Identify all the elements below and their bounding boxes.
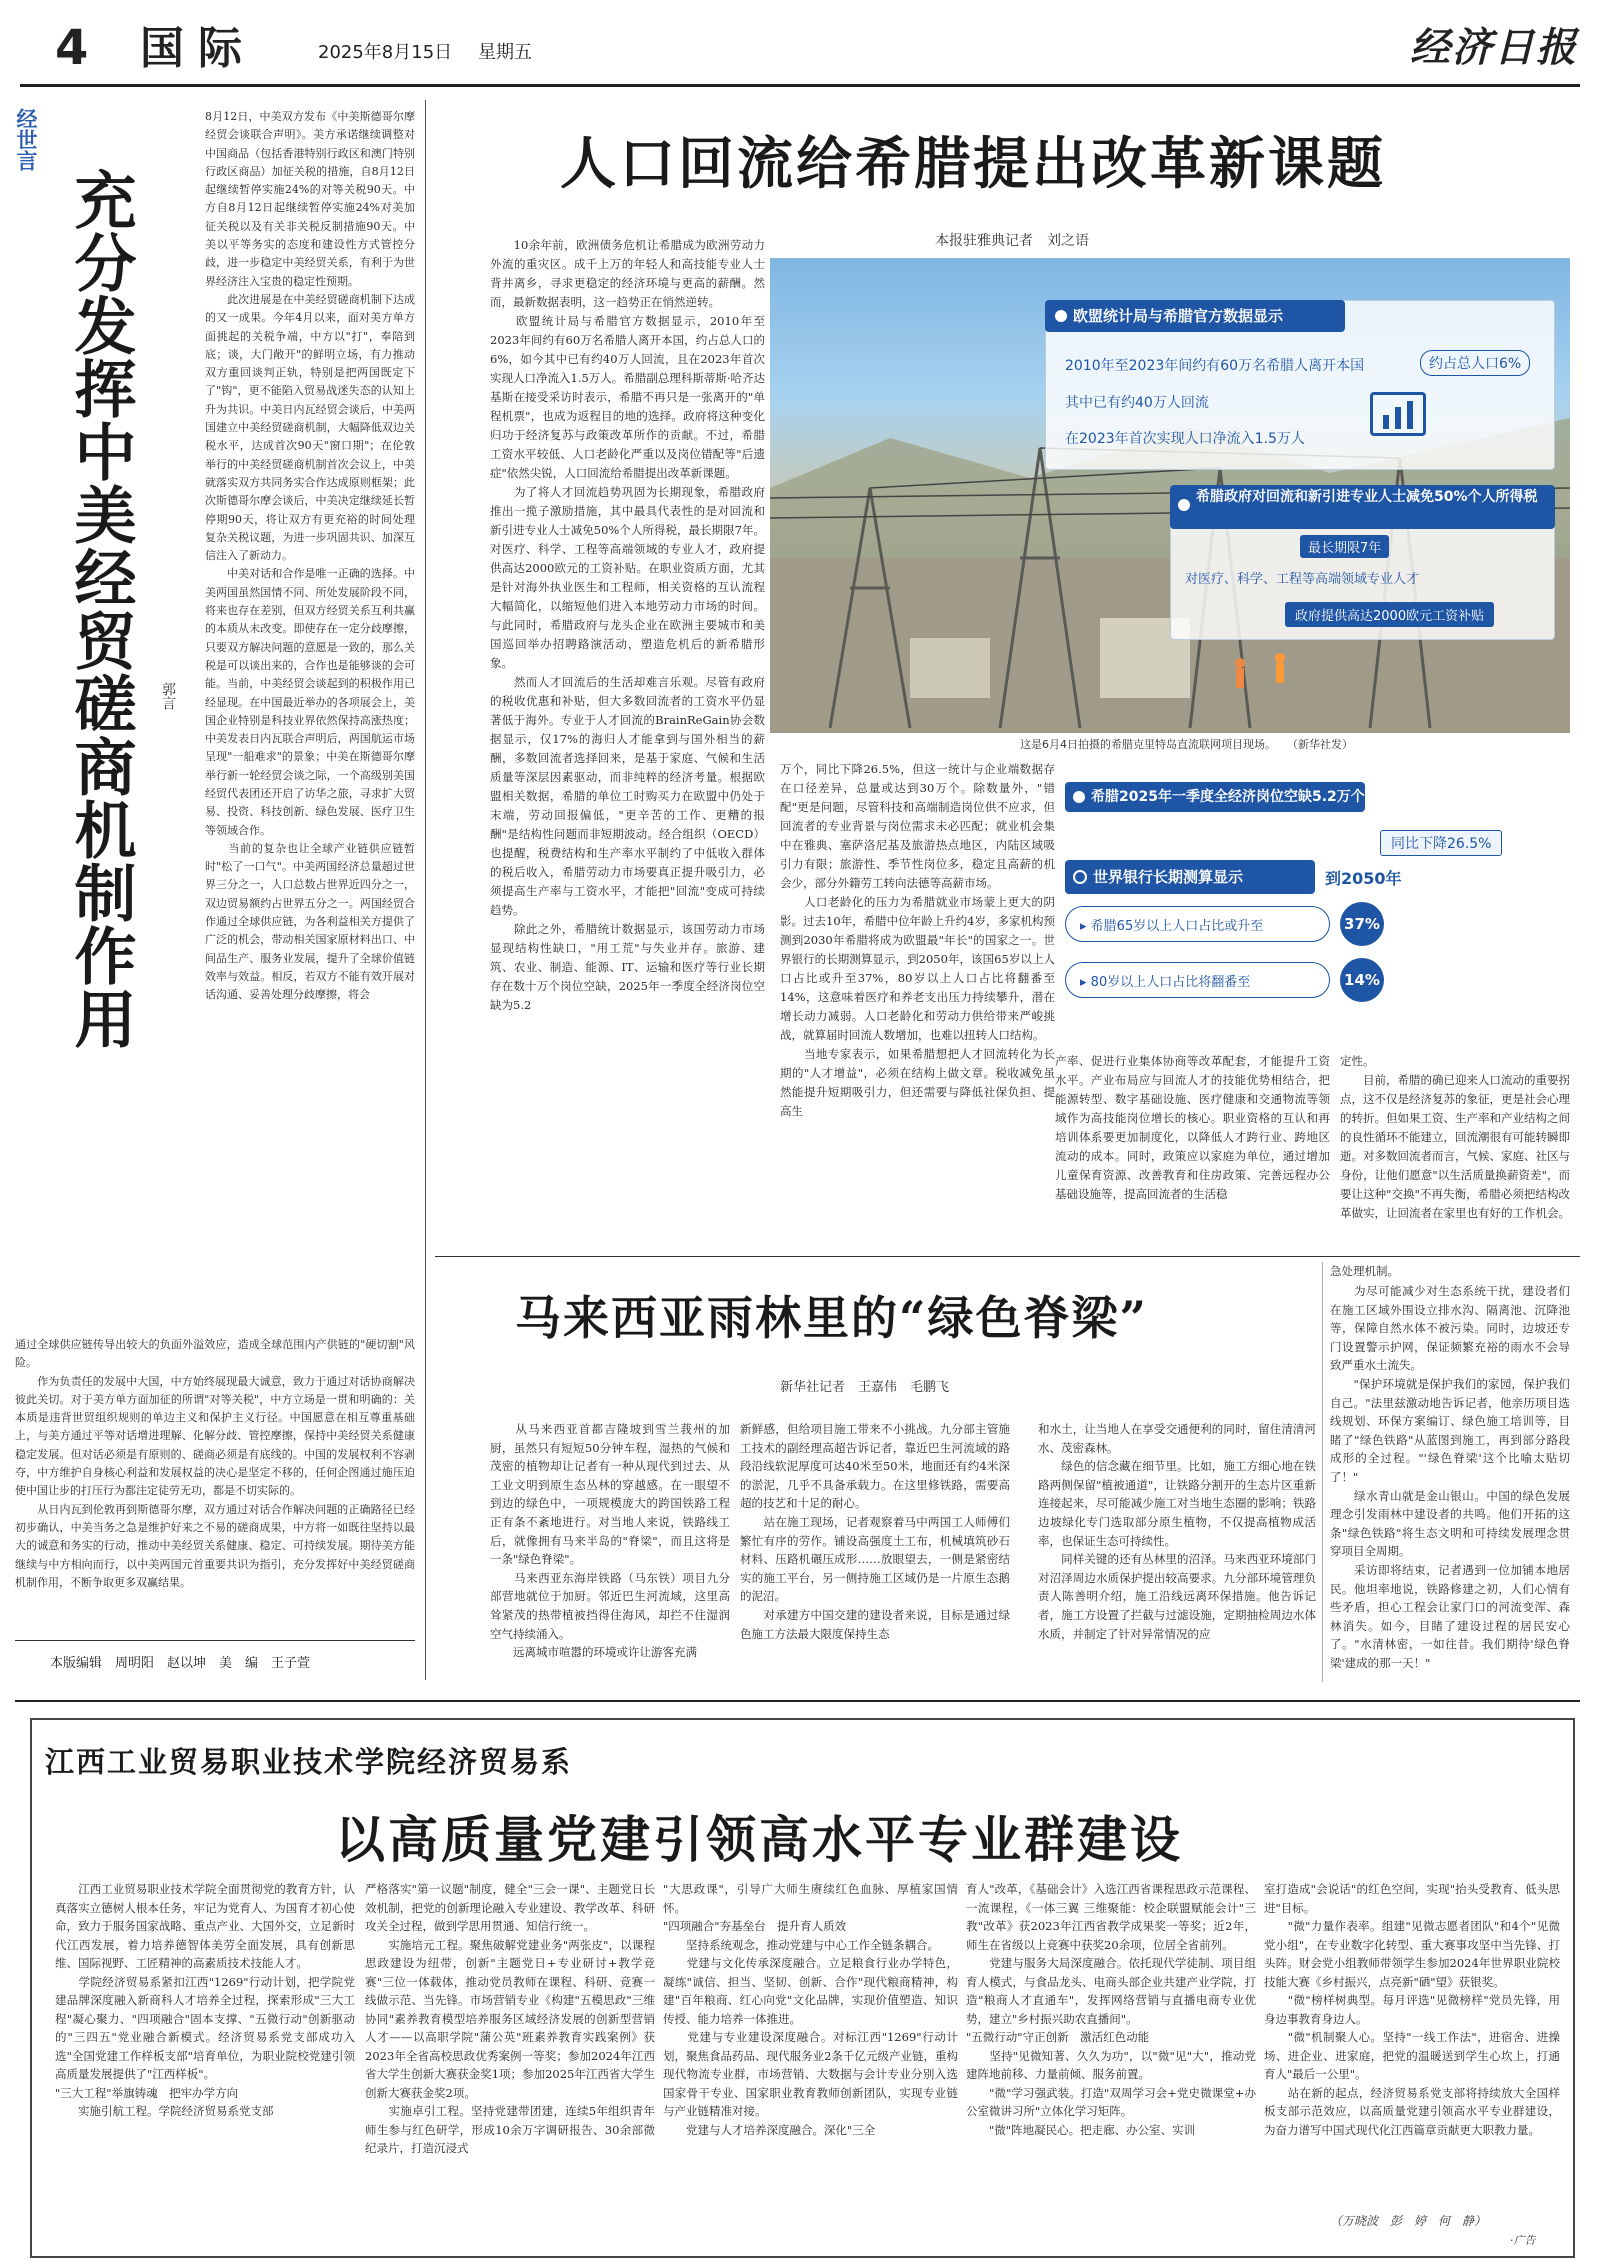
issue-date: 2025年8月15日 (318, 42, 453, 63)
page-number: 4 (55, 20, 89, 76)
info4-line1-text: 希腊65岁以上人口占比或升至 (1090, 919, 1264, 934)
ad-col2: 严格落实"第一议题"制度，健全"三会一课"、主题党日长效机制，把党的创新理论融入专业建设、教学改革、科研攻关全过程，做到学思用贯通、知信行统一。 实施培元工程。聚焦破解党建业务"两张皮"，以课程思政建设为纽带，创新"主题党日+专业研讨+教学竞赛"三位一体载体，推动党员教师在课程、科研、竞赛一线做示范、当先锋。市场营销专业《构建"五模思政"三维协同"素养教育模型培养服务区域经济发展的创新型营销人才——以高职学院"蒲公英"班素养教育实践案例》获2023年全省高校思政优秀案例一等奖；参加2024年江西省大学生创新大赛获金奖1项；参加2025年江西省大学生创新大赛获金奖2项。 实施卓引工程。坚持党建带团建，连续5年组织青年师生参与红色研学，形成10余万字调研报告、30余部微纪录片，打造沉浸式 (365, 1882, 655, 2155)
ad-col1: 江西工业贸易职业技术学院全面贯彻党的教育方针，认真落实立德树人根本任务，牢记为党育人、为国育才初心使命，致力于服务国家战略、重点产业、大国外交，立足新时代江西发展，着力培养德智体美劳全面发展，具有创新思维、国际视野、工匠精神的高素质技术技能人才。 学院经济贸易系紧扣江西"1269"行动计划，把学院党建品牌深度融入新商科人才培养全过程，探索形成"三大工程"凝心聚力、"四项融合"固本支撑、"五微行动"创新驱动的"三四五"党业融合新模式。经济贸易系党支部成功入选"全国党建工作样板支部"培育单位，为职业院校党建引领高质量发展提供了"江西样板"。 "三大工程"举旗铸魂 把牢办学方向 实施引航工程。学院经济贸易系党支部 (55, 1882, 355, 2118)
ad-col4: 育人"改革，《基础会计》入选江西省课程思政示范课程、一流课程，《一体三翼 三维聚能：校企联盟赋能会计"三教"改革》获2023年江西省教学成果奖一等奖；近2年，师生在省级以上竞赛中获奖20余项，位居全省前列。 党建与服务大局深度融合。依托现代学徒制、项目组育人模式，与食品龙头、电商头部企业共建产业学院，打造"粮商人才直通车"，发挥网络营销与直播电商专业优势，建立"乡村振兴助农直播间"。 "五微行动"守正创新 激活红色动能 坚持"见微知著、久久为功"，以"微"见"大"，推动党建阵地前移、力量前倾、服务前置。 "微"学习强武装。打造"双周学习会+党史微课堂+办公室微讲习所"立体化学习矩阵。 "微"阵地凝民心。把走廊、办公室、实训 (966, 1882, 1256, 2137)
ad-tag: ·广告 (1510, 2234, 1536, 2247)
info-title-text: 希腊2025年一季度全经济岗位空缺5.2万个 (1091, 789, 1365, 805)
column-tag: 经世言 (14, 108, 38, 171)
info4-line2-text: 80岁以上人口占比将翻番至 (1090, 975, 1251, 990)
editor-footer: 本版编辑 周明阳 赵以坤 美 编 王子萱 (50, 1656, 311, 1671)
info1-line1: 2010年至2023年间约有60万名希腊人离开本国 (1065, 358, 1365, 374)
divider (435, 1256, 1580, 1257)
malaysia-col2: 新鲜感，但给项目施工带来不小挑战。九分部主管施工技术的副经理高超告诉记者，靠近巴生河流域的路段沿线软泥厚度可达40米至50米，地面还有约4米深的淤泥，几乎不具备承载力。在这里修铁路，需要高超的技艺和十足的耐心。 站在施工现场，记者观察着马中两国工人师傅们繁忙有序的劳作。铺设高强度土工布，机械填筑砂石材料、压路机碾压成形……放眼望去，一侧是紧密结实的施工平台，另一侧持施工区域仍是一片原生态鹅的泥沼。 对承建方中国交建的建设者来说，目标是通过绿色施工方法最大限度保持生态 (740, 1422, 1010, 1641)
info-title-tax (1170, 485, 1555, 529)
section-title: 国际 (140, 23, 256, 74)
ad-col3: "大思政课"，引导广大师生赓续红色血脉、厚植家国情怀。 "四项融合"夯基垒台 提升育人质效 坚持系统观念，推动党建与中心工作全链条耦合。 党建与文化传承深度融合。立足粮食行业办学特色，凝练"诚信、担当、坚韧、创新、合作"现代粮商精神，构建"百年粮商、红心向党"文化品牌，实现价值塑造、知识传授、能力培养一体推进。 党建与专业建设深度融合。对标江西"1269"行动计划，聚焦食品药品、现代服务业2条千亿元级产业链，重构现代物流专业群，市场营销、大数据与会计专业分别入选国家骨干专业、国家职业教育教师创新团队，实现专业链与产业链精准对接。 党建与人才培养深度融合。深化"三全 (663, 1882, 958, 2137)
ad-sign: （万晓波 彭 婷 何 静） (1330, 2214, 1487, 2228)
info-box-worldbank (1065, 860, 1315, 894)
greece-col3: 产率、促进行业集体协商等改革配套，才能提升工资水平。产业布局应与回流人才的技能优势相结合，把能源转型、数字基础设施、医疗健康和交通物流等领域作为高技能岗位增长的核心。职业资格的互认和再培训体系要更加制度化，以降低人才跨行业、跨地区流动的成本。同时，政策应以家庭为单位，通过增加儿童保育资源、改善教育和住房政策、完善远程办公基础设施等，提高回流者的生活稳 (1055, 1054, 1330, 1201)
info2-tag2: 政府提供高达2000欧元工资补贴 (1285, 602, 1494, 627)
malaysia-col3: 和水土，让当地人在享受交通便利的同时，留住清清河水、茂密森林。 绿色的信念藏在细节里。比如，施工方细心地在铁路两侧保留"植被通道"，让铁路分割开的生态片区重新连接起来，尽可能减少施工对当地生态圈的影响；铁路边坡绿化专门选取部分原生植物，不仅提高植物成活率，也保证生态可持续性。 同样关键的还有丛林里的沼泽。马来西亚环境部门对沼泽周边水质保护提出较高要求。九分部环境管理负责人陈善明介绍，施工沿线远离环保措施。他告诉记者，施工方设置了拦截与过滤设施，定期抽检周边水体水质，并制定了针对异常情况的应 (1038, 1422, 1316, 1641)
ad-col5: 室打造成"会说话"的红色空间，实现"抬头受教育、低头思进"目标。 "微"力量作表率。组建"见微志愿者团队"和4个"见微党小组"，在专业数字化转型、重大赛事攻坚中当先锋、打头阵。财会党小组教师带领学生参加2024年世界职业院校技能大赛《乡村振兴，点亮新"硒"望》获银奖。 "微"榜样树典型。每月评选"见微榜样"党员先锋，用身边事教育身边人。 "微"机制聚人心。坚持"一线工作法"，进宿舍、进操场、进企业、进家庭，把党的温暖送到学生心坎上，打通育人"最后一公里"。 站在新的起点，经济贸易系党支部将持续放大全国样板支部示范效应，以高质量党建引领高水平专业群建设，为奋力谱写中国式现代化江西篇章贡献更大职教力量。 (1264, 1882, 1560, 2137)
divider (1322, 1262, 1323, 1682)
malaysia-col1: 从马来西亚首都吉隆坡到雪兰莪州的加厨，虽然只有短短50分钟车程，湿热的气候和茂密的植物却让记者有一种从现代到过去、从工业文明到原生态丛林的穿越感。在一眼望不到边的绿色中，一项规模庞大的跨国铁路工程正有条不紊地进行。对当地人来说，铁路线工后，就像拥有马来半岛的"脊梁"，而且这将是一条"绿色脊梁"。 马来西亚东海岸铁路（马东铁）项目九分部营地就位于加厨。邻近巴生河流域，这里高耸紧茂的热带植被挡得住海风，却拦不住湿润空气持续涌入。 远离城市喧嚣的环境或许让游客充满 (490, 1422, 730, 1660)
malaysia-col4: 为尽可能减少对生态系统干扰，建设者们在施工区域外围设立排水沟、隔离池、沉降池等，保障自然水体不被污染。同时，边坡还专门设置警示护网，保证频繁充裕的雨水不会导致严重水土流失。 "保护环境就是保护我们的家园，保护我们自己。"法里兹激动地告诉记者，他亲历项目选线规划、环保方案编订、绿色施工培训等，目睹了"绿色铁路"从蓝图到施工，再到部分路段成形的全过程。"'绿色脊梁'这个比喻太贴切了！" 绿水青山就是金山银山。中国的绿色发展理念引发雨林中建设者的共鸣。他们开拓的这条"绿色铁路"将生态文明和可持续发展理念贯穿项目全周期。 采访即将结束，记者遇到一位加铺本地居民。他坦率地说，铁路修建之初，人们心情有些矛盾，担心工程会让家门口的河流变浑、森林消失。如今，目睹了建设过程的居民安心了。"水清林密，一如往昔。我们期待'绿色脊梁'建成的那一天！" (1330, 1284, 1570, 1670)
photo-caption: 这是6月4日拍摄的希腊克里特岛直流联网项目现场。 （新华社发） (1020, 738, 1353, 751)
info4-year: 到2050年 (1325, 869, 1402, 888)
ad-headline: 以高质量党建引领高水平专业群建设 (335, 1810, 1183, 1869)
malaysia-lead: 急处理机制。 (1330, 1264, 1399, 1278)
info4-line2: ▸ 80岁以上人口占比将翻番至 (1065, 962, 1330, 998)
paper-logo: 经济日报 (1410, 24, 1578, 71)
bullet-icon (1178, 499, 1190, 511)
info-title-text: 欧盟统计局与希腊官方数据显示 (1073, 307, 1284, 325)
commentary-col2: 通过全球供应链传导出较大的负面外溢效应，造成全球范围内产供链的"硬切割"风险。 作为负责任的发展中大国，中方始终展现最大诚意，致力于通过对话协商解决彼此关切。对于美方单方面加征的所谓"对等关税"，中方立场是一贯和明确的：关本质是违背世贸组织规则的单边主义和保护主义行径。中国愿意在相互尊重基础上，与美方通过平等对话增进理解、化解分歧、管控摩擦，保持中美经贸关系健康稳定发展。但对话必须是有原则的、磋商必须是有底线的。中国的发展权利不容剥夺，中方维护自身核心利益和发展权益的决心是坚定不移的，任何企图通过施压迫使中国让步的打压行为都注定徒劳无功，都是不切实际的。 从日内瓦到伦敦再到斯德哥尔摩，双方通过对话合作解决问题的正确路径已经初步确认，中美当务之急是维护好来之不易的磋商成果，中方将一如既往坚持以最大的诚意和务实的行动，推动中美经贸关系健康、稳定、可持续发展。期待美方能继续与中方相向而行，以中美两国元首重要共识为指引，充分发挥好中美经贸磋商机制作用，不断争取更多双赢结果。 (15, 1338, 415, 1589)
commentary-col1: 8月12日，中美双方发布《中美斯德哥尔摩经贸会谈联合声明》。美方承诺继续调整对中国商品（包括香港特别行政区和澳门特别行政区商品）加征关税的措施，自8月12日起继续暂停实施24%的对等关税90天。中方自8月12日起继续暂停实施24%对美加征关税以及有关非关税反制措施90天。中美以平等务实的态度和建设性方式管控分歧，进一步稳定中美经贸关系，有利于为世界经济注入宝贵的稳定性预期。 此次进展是在中美经贸磋商机制下达成的又一成果。今年4月以来，面对美方单方面挑起的关税争端，中方以"打"，奉陪到底；谈，大门敞开"的鲜明立场，有力推动双方重回谈判正轨，特别是把两国既定下了"钩"，更不能陷入贸易战迷失态的认知上升为共识。中美日内瓦经贸会谈后，中美两国建立中美经贸磋商机制，大幅降低双边关税水平，达成首次90天"窗口期"；在伦敦举行的中美经贸磋商机制首次会议上，中美就落实双方共同务实合作达成原则框架；此次斯德哥尔摩会谈后，中美决定继续延长暂停期90天，将让双方有更充裕的时间处理复杂关税议题，为进一步巩固共识、加深互信注入了新动力。 中美对话和合作是唯一正确的选择。中美两国虽然国情不同、所处发展阶段不同，将来也存在差别，但双方经贸关系互利共赢的本质从未改变。即使存在一定分歧摩擦，只要双方解决问题的意愿是一致的，那么关税是可以谈出来的，合作也是能够谈的会可能。当前，中美经贸会谈起到的积极作用已经显现。在中国最近举办的各项展会上，美国企业特别是科技业界依然保持高涨热度；中美发表日内瓦联合声明后，两国航运市场呈现"一船难求"的景象；中美在斯德哥尔摩举行新一轮经贸会谈之际，一个高级别美国经贸代表团还开启了访华之旅，寻求扩大贸易、投资、科技创新、绿色发展、医疗卫生等领域合作。 当前的复杂也让全球产业链供应链暂时"松了一口气"。中美两国经济总量超过世界三分之一，人口总数占世界近四分之一，双边贸易额约占世界五分之一。两国经贸合作通过全球供应链，为各利益相关方提供了广泛的机会，带动相关国家原材料出口、中间品生产、服务业发展，提升了全球价值链效率与效益。相反，若双方不能有效开展对话沟通、妥善处理分歧摩擦，将会 (205, 110, 415, 1002)
info2-line1: 对医疗、科学、工程等高端领域专业人才 (1185, 572, 1420, 587)
info-title-text: 希腊政府对回流和新引进专业人士减免50%个人所得税 (1196, 489, 1538, 505)
info-title-eurostat (1045, 300, 1345, 332)
malaysia-byline: 新华社记者 王嘉伟 毛鹏飞 (780, 1380, 950, 1395)
divider (15, 1640, 415, 1641)
info4-line1: ▸ 希腊65岁以上人口占比或升至 (1065, 906, 1330, 942)
chart-icon (1370, 392, 1426, 436)
commentary-headline: 充分发挥中美经贸磋商机制作用 (64, 168, 137, 1050)
info3-tag: 同比下降26.5% (1380, 830, 1502, 856)
greece-col2: 万个，同比下降26.5%，但这一统计与企业端数据存在口径差异，总量或达到30万个。除数量外，"错配"更是问题，尽管科技和高端制造岗位供不应求，但回流者的专业背景与岗位需求未必匹配；就业机会集中在雅典、塞萨洛尼基及旅游热点地区，内陆区域吸引力有限；旅游性、季节性岗位多，稳定且高薪的机会少，部分外籍劳工转向法德等高薪市场。 人口老龄化的压力为希腊就业市场蒙上更大的阴影。过去10年，希腊中位年龄上升约4岁，多家机构预测到2030年希腊将成为欧盟最"年长"的国家之一。世界银行的长期测算显示，到2050年，该国65岁以上人口占比或升至37%，80岁以上人口占比将翻番至14%，这意味着医疗和养老支出压力持续攀升，潜在增长动力减弱。人口老龄化和劳动力供给带来严峻挑战，就算届时回流人数增加，也难以扭转人口结构。 当地专家表示，如果希腊想把人才回流转化为长期的"人才增益"，必须在结构上做文章。税收减免虽然能提升短期吸引力，但还需要与降低社保负担、提高生 (780, 762, 1055, 1118)
info2-tag: 最长期限7年 (1300, 535, 1389, 558)
bullet-icon (1073, 791, 1085, 803)
info1-pill: 约占总人口6% (1420, 350, 1530, 376)
globe-icon (1073, 870, 1087, 884)
info1-line3: 在2023年首次实现人口净流入1.5万人 (1065, 431, 1305, 447)
bullet-icon (1055, 310, 1067, 322)
greece-col4: 定性。 目前，希腊的确已迎来人口流动的重要拐点，这不仅是经济复苏的象征，更是社会心理的转折。但如果工资、生产率和产业结构之间的良性循环不能建立，回流潮很有可能转瞬即逝。对多数回流者而言，气候、家庭、社区与身份，让他们愿意"以生活质量换薪资差"，而要让这种"交换"不再失衡，希腊必须把结构改革做实，让回流者在家里也有好的工作机会。 (1340, 1054, 1570, 1220)
issue-weekday: 星期五 (478, 42, 532, 63)
info4-pct2: 14% (1340, 958, 1384, 1002)
info-title-text: 世界银行长期测算显示 (1093, 868, 1244, 886)
divider (425, 100, 426, 1680)
malaysia-headline: 马来西亚雨林里的“绿色脊梁” (515, 1291, 1148, 1345)
greece-headline: 人口回流给希腊提出改革新课题 (560, 131, 1386, 197)
page-rule (15, 1700, 1580, 1702)
greece-byline: 本报驻雅典记者 刘之语 (935, 233, 1089, 249)
ad-org: 江西工业贸易职业技术学院经济贸易系 (45, 1745, 573, 1779)
info1-line2: 其中已有约40万人回流 (1065, 395, 1209, 411)
masthead-rule (20, 84, 1580, 87)
info4-pct1: 37% (1340, 902, 1384, 946)
info-box-vacancy (1065, 782, 1365, 812)
greece-col1: 10余年前，欧洲债务危机让希腊成为欧洲劳动力外流的重灾区。成千上万的年轻人和高技能专业人士背井离乡，寻求更稳定的经济环境与更高的薪酬。然而，最新数据表明，这一趋势正在悄然逆转。 欧盟统计局与希腊官方数据显示，2010年至2023年间约有60万名希腊人离开本国，约占总人口的6%，如今其中已有约40万人回流，且在2023年首次实现人口净流入1.5万人。希腊副总理科斯蒂斯·哈齐达基斯在接受采访时表示，希腊不再只是一张离开的"单程机票"，也成为返程目的地的选择。政府将这种变化归功于经济复苏与政策改革所作的贡献。不过，希腊工资水平较低、人口老龄化严重以及岗位错配等"后遗症"依然尖锐，人口回流给希腊提出改革新课题。 为了将人才回流趋势巩固为长期现象，希腊政府推出一揽子激励措施，其中最具代表性的是对回流和新引进专业人士减免50%个人所得税，最长期限7年。对医疗、科学、工程等高端领域的专业人才，政府提供高达2000欧元的工资补贴。在职业资质方面，尤其是针对海外执业医生和工程师，相关资格的互认流程大幅简化，以缩短他们进入本地劳动力市场的时间。与此同时，希腊政府与龙头企业在欧洲主要城市和美国巡回举办招聘路演活动，塑造危机后的新希腊形象。 然而人才回流后的生活却难言乐观。尽管有政府的税收优惠和补贴，但大多数回流者的工资水平仍显著低于海外。专业于人才回流的BrainReGain协会数据显示，仅17%的海归人才能拿到与国外相当的薪酬，多数回流者选择回来，是基于家庭、气候和生活质量等深层因素驱动，而非纯粹的经济考量。根据欧盟相关数据，希腊的单位工时购买力在欧盟中仍处于末端，劳动回报偏低，"更辛苦的工作、更糟的报酬"是结构性问题而非短期波动。经合组织（OECD）也提醒，税费结构和生产率水平制约了中低收入群体的税后收入，希腊劳动力市场要真正提升吸引力，必须提高生产率与工资水平，才能把"回流"变成可持续趋势。 除此之外，希腊统计数据显示，该国劳动力市场显现结构性缺口，"用工荒"与失业并存。旅游、建筑、农业、制造、能源、IT、运输和医疗等行业长期存在数十万个岗位空缺，2025年一季度全经济岗位空缺为5.2 (490, 238, 765, 1012)
commentary-author: 郭言 (160, 682, 176, 710)
